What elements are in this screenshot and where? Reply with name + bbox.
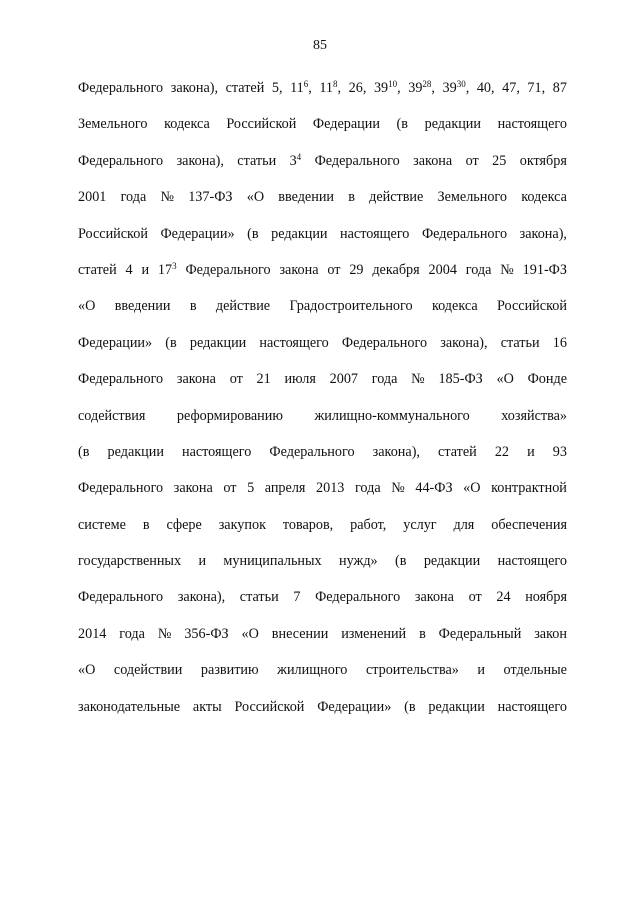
word: введении xyxy=(114,298,171,315)
word: (в xyxy=(396,116,408,133)
word: $39^{30}$, xyxy=(442,79,470,96)
text-line xyxy=(78,543,567,579)
word: Федерального xyxy=(185,261,271,278)
word: закона), xyxy=(177,589,226,606)
word: года xyxy=(465,261,492,278)
word: работ, xyxy=(350,516,387,533)
word: действие xyxy=(369,189,424,206)
word: реформированию xyxy=(176,407,283,424)
word: Российской xyxy=(497,298,567,315)
word: настоящего xyxy=(497,116,567,133)
word: настоящего xyxy=(181,443,252,460)
word: Федерации xyxy=(312,116,380,133)
page-number: 85 xyxy=(313,38,327,53)
word: обеспечения xyxy=(491,516,567,533)
word: 47, xyxy=(502,80,520,96)
text-line xyxy=(78,689,567,725)
word: Земельного xyxy=(437,189,507,206)
word: «О xyxy=(78,662,96,679)
word: развитию xyxy=(200,662,259,679)
document-body xyxy=(78,70,567,725)
word: Федерального xyxy=(78,589,164,606)
word: от xyxy=(229,371,243,388)
word: и xyxy=(477,662,485,679)
word: $39^{28}$, xyxy=(408,79,435,96)
word: Федерации» xyxy=(317,698,392,715)
word: 356-ФЗ xyxy=(184,625,229,642)
word: № xyxy=(160,189,174,206)
word: (в xyxy=(247,225,259,242)
text-line xyxy=(78,252,567,288)
word: редакции xyxy=(423,553,481,570)
word: 191-ФЗ xyxy=(522,261,567,278)
word: государственных xyxy=(78,553,182,570)
word: статьи xyxy=(237,152,277,169)
word: 25 xyxy=(492,152,507,169)
word: № xyxy=(500,261,514,278)
word: 16 xyxy=(552,334,567,351)
word: редакции xyxy=(428,698,485,715)
word: закона), xyxy=(176,152,224,169)
word: Федерального xyxy=(78,371,164,388)
word: 2001 xyxy=(78,189,107,206)
word: настоящего xyxy=(259,334,329,351)
word: № xyxy=(411,371,425,388)
word: «О xyxy=(241,625,259,642)
word: Градостроительного xyxy=(289,298,413,315)
word: содействия xyxy=(78,407,146,424)
word: законодательные xyxy=(78,698,181,715)
text-line xyxy=(78,179,567,215)
word: от xyxy=(327,261,341,278)
word: Федерального xyxy=(78,80,164,96)
word: жилищно-коммунального xyxy=(314,407,470,424)
word: 93 xyxy=(552,443,567,460)
word: 26, xyxy=(348,80,367,96)
word: июля xyxy=(284,371,316,388)
word: услуг xyxy=(403,516,437,533)
word: закона), xyxy=(440,334,488,351)
word: в xyxy=(348,189,355,206)
word: редакции xyxy=(424,116,481,133)
word: «О xyxy=(496,371,514,388)
text-line xyxy=(78,106,567,142)
word: 87 xyxy=(552,80,567,96)
word: «О xyxy=(463,480,481,497)
word: Российской xyxy=(234,698,305,715)
word: года xyxy=(120,189,147,206)
word: хозяйства» xyxy=(501,407,567,424)
word: № xyxy=(157,625,172,642)
word: Российской xyxy=(78,225,148,242)
word: содействии xyxy=(113,662,183,679)
word: 2004 xyxy=(428,261,457,278)
word: сфере xyxy=(166,516,202,533)
word: и xyxy=(527,443,535,460)
word: закона xyxy=(173,480,213,497)
word: Российской xyxy=(226,116,297,133)
word: 5, xyxy=(271,80,283,96)
word: Федерации» xyxy=(78,334,153,351)
text-line xyxy=(78,361,567,397)
word: Фонде xyxy=(527,371,567,388)
word: $11^8$, xyxy=(319,79,342,96)
word: 24 xyxy=(496,589,511,606)
word: редакции xyxy=(189,334,247,351)
word: (в xyxy=(404,698,416,715)
word: нужд» xyxy=(339,553,378,570)
word: № xyxy=(391,480,405,497)
word: 21 xyxy=(256,371,271,388)
word: Федерального xyxy=(314,152,400,169)
word: муниципальных xyxy=(223,553,322,570)
word: Федерации» xyxy=(160,225,235,242)
text-line xyxy=(78,216,567,252)
word: настоящего xyxy=(340,225,410,242)
word: октября xyxy=(519,152,567,169)
word: 5 xyxy=(247,480,255,497)
word: 40, xyxy=(476,80,495,96)
word: закона xyxy=(414,589,454,606)
word: редакции xyxy=(271,225,328,242)
word: закона xyxy=(413,152,453,169)
text-line xyxy=(78,143,567,179)
word: контрактной xyxy=(491,480,567,497)
word: 29 xyxy=(349,261,364,278)
word: 137-ФЗ xyxy=(188,189,233,206)
text-line xyxy=(78,434,567,470)
word: настоящего xyxy=(497,698,567,715)
word: 4 xyxy=(125,261,133,278)
text-line xyxy=(78,325,567,361)
word: закона), xyxy=(170,80,219,96)
word: и xyxy=(198,553,207,570)
text-line xyxy=(78,70,567,106)
word: для xyxy=(453,516,475,533)
word: апреля xyxy=(264,480,306,497)
word: ноября xyxy=(525,589,567,606)
word: года xyxy=(119,625,145,642)
word: и xyxy=(141,261,150,278)
word: (в xyxy=(78,443,90,460)
word: года xyxy=(354,480,381,497)
word: закупок xyxy=(218,516,266,533)
word: статей xyxy=(78,261,117,278)
word: в xyxy=(419,625,426,642)
word: отдельные xyxy=(503,662,567,679)
word: товаров, xyxy=(282,516,334,533)
word: $3^4$ xyxy=(289,151,302,169)
word: 185-ФЗ xyxy=(438,371,483,388)
word: Федерального xyxy=(421,225,508,242)
text-line xyxy=(78,579,567,615)
word: закон xyxy=(534,625,567,642)
word: Федерального xyxy=(315,589,401,606)
word: $39^{10}$, xyxy=(373,79,401,96)
word: в xyxy=(142,516,150,533)
word: Земельного xyxy=(78,116,148,133)
word: закона xyxy=(279,261,319,278)
word: статей xyxy=(225,80,265,96)
text-line xyxy=(78,616,567,652)
word: редакции xyxy=(107,443,164,460)
word: кодекса xyxy=(164,116,210,133)
word: в xyxy=(189,298,197,315)
text-line xyxy=(78,398,567,434)
word: (в xyxy=(395,553,407,570)
word: системе xyxy=(78,516,126,533)
word: акты xyxy=(192,698,222,715)
word: жилищного xyxy=(277,662,348,679)
word: (в xyxy=(165,334,177,351)
text-line xyxy=(78,507,567,543)
word: от xyxy=(465,152,479,169)
word: Федерального xyxy=(78,152,164,169)
word: 2007 xyxy=(329,371,359,388)
word: статьи xyxy=(500,334,540,351)
text-line xyxy=(78,470,567,506)
text-line xyxy=(78,288,567,324)
word: от xyxy=(223,480,237,497)
word: Федерального xyxy=(78,480,164,497)
word: 22 xyxy=(494,443,510,460)
word: Федерального xyxy=(341,334,428,351)
word: 2013 xyxy=(316,480,345,497)
word: настоящего xyxy=(497,553,567,570)
word: года xyxy=(371,371,398,388)
word: декабря xyxy=(372,261,420,278)
word: строительства» xyxy=(365,662,459,679)
text-line xyxy=(78,652,567,688)
word: внесении xyxy=(271,625,329,642)
word: Федеральный xyxy=(438,625,522,642)
word: изменений xyxy=(341,625,407,642)
word: закона), xyxy=(519,225,567,242)
word: введении xyxy=(278,189,334,206)
word: статей xyxy=(438,443,477,460)
word: $17^3$ xyxy=(157,261,177,278)
word: от xyxy=(468,589,482,606)
word: «О xyxy=(78,298,96,315)
word: $11^6$, xyxy=(290,79,312,96)
word: действие xyxy=(215,298,271,315)
word: статьи xyxy=(239,589,279,606)
word: закона), xyxy=(372,443,420,460)
word: 71, xyxy=(527,80,546,96)
word: 44-ФЗ xyxy=(415,480,453,497)
word: кодекса xyxy=(431,298,478,315)
word: 7 xyxy=(293,589,301,606)
word: Федерального xyxy=(269,443,355,460)
word: 2014 xyxy=(78,625,107,642)
word: «О xyxy=(246,189,265,206)
word: кодекса xyxy=(521,189,567,206)
word: закона xyxy=(176,371,216,388)
